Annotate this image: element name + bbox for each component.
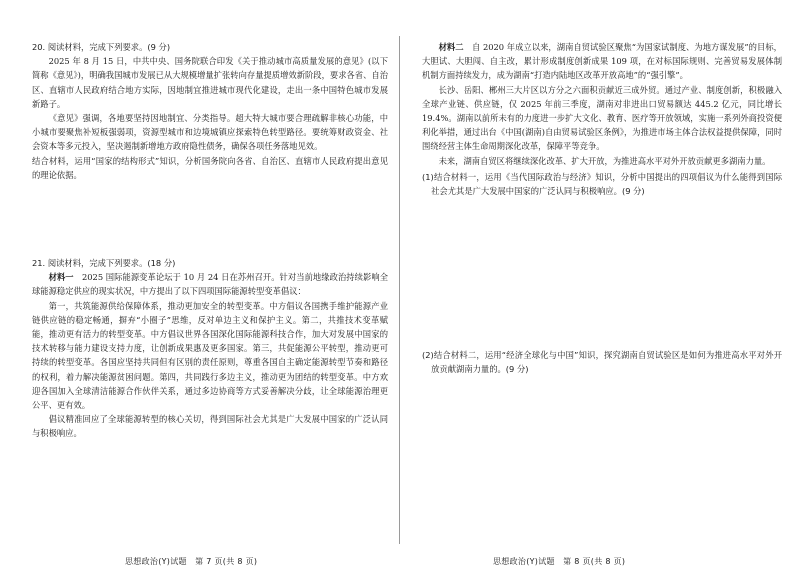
- right-page: [400, 0, 800, 579]
- question-21-title: 21. 阅读材料，完成下列要求。(18 分): [32, 258, 176, 269]
- material-1-intro-text: 2025 国际能源变革论坛于 10 月 24 日在苏州召开。针对当前地缘政治持续影响全球能源稳定供应的现实状况，中方提出了以下四项国际能源转型变革倡议：: [32, 272, 388, 297]
- footer-page-8: 思想政治(Y)试题 第 8 页(共 8 页): [493, 557, 626, 566]
- footer-page-7: 思想政治(Y)试题 第 7 页(共 8 页): [125, 557, 258, 566]
- question-21-part-1: (1)结合材料一，运用《当代国际政治与经济》知识，分析中国提出的四项倡议为什么能得到国际社会尤其是广大发展中国家的广泛认同与积极响应。(9 分): [422, 171, 782, 197]
- q20-paragraph-1: 2025 年 8 月 15 日，中共中央、国务院联合印发《关于推动城市高质量发展的意见》(以下简称《意见》)，明确我国城市发展已从大规模增量扩张转向存量提质增效新阶段，要求各省、自治区、直辖市人民政府结合地方实际，因地制宜推进城市现代化建设，走出一条中国特色城市发展新路子。: [32, 56, 388, 109]
- q21-material-1-body: 第一，共筑能源供给保障体系，推动更加安全的转型变革。中方倡议各国携手维护能源产业链供应链的稳定畅通，摒弃“小圈子”思维，反对单边主义和保护主义。第二，共推技术变革赋能，推动更有活力的转型变革。中方倡议世界各国深化国际能源科技合作，加大对发展中国家的技术转移与能力建设支持力度，让创新成果惠及更多国家。第三，共促能源公平转型，推动更可持续的转型变革。各国应坚持共同但有区别的责任原则，尊重各国自主确定能源转型节奏和路径的权利，着力解决能源贫困问题。第四，共同践行多边主义，推动更为团结的转型变革。中方欢迎各国加入全球清洁能源合作伙伴关系，通过多边协商等方式妥善解决分歧，让全球能源治理更公平、更有效。: [32, 300, 388, 411]
- material-2-paragraph-2: 长沙、岳阳、郴州三大片区以方分之六面积贡献近三成外贸。通过产业、制度创新，积极融入全球产业链、供应链，仅 2025 年前三季度，湖南对非进出口贸易额达 445.2 亿元，同比增长 19.4%。湖南以前所未有的力度进一步扩大文化、教育、医疗等开放领域，实施一系列外商投资便利化举措，通过出台《中国(湖南)自由贸易试验区条例》，为推进市场主体合法权益提供保障，同时围绕经营主体生命周期深化改革，保障平等竞争。: [422, 84, 782, 152]
- q21-material-1-intro: [32, 270, 388, 298]
- material-2-paragraph-3: 未来，湖南自贸区将继续深化改革、扩大开放，为推进高水平对外开放贡献更多湖南力量。: [438, 155, 771, 166]
- material-2-label: 材料二: [438, 42, 464, 52]
- question-21-part-2: (2)结合材料二，运用“经济全球化与中国”知识，探究湖南自贸试验区是如何为推进高水平对外开放贡献湖南力量的。(9 分): [422, 350, 782, 375]
- q20-prompt: 结合材料，运用“国家的结构形式”知识，分析国务院向各省、自治区、直辖市人民政府提出意见的理论依据。: [32, 155, 388, 180]
- material-2-text-1: 自 2020 年成立以来，湖南自贸试验区聚焦“为国家试制度、为地方谋发展”的目标，大胆试、大胆闯、自主改，累计形成制度创新成果 109 项，在对标国际规则、完善贸易发展体制机制方面持续发力，成为湖南“打造内陆地区改革开放高地”的“强引擎”。: [422, 42, 782, 81]
- material-1-label: 材料一: [48, 272, 74, 283]
- q20-paragraph-2: 《意见》强调，各地要坚持因地制宜、分类指导。超大特大城市要合理疏解非核心功能，中小城市要聚焦补短板强弱项，资源型城市和边境城镇应探索特色转型路径。要统筹财政资金、社会资本等多元投入，坚决遏制新增地方政府隐性债务，确保各项任务落地见效。: [32, 113, 388, 152]
- material-2-paragraph-1: [422, 40, 782, 83]
- question-20-title: 20. 阅读材料，完成下列要求。(9 分): [32, 42, 171, 52]
- answer-space-q20: [32, 182, 388, 256]
- q21-material-1-end: 倡议精准回应了全球能源转型的核心关切，得到国际社会尤其是广大发展中国家的广泛认同与积极响应。: [32, 414, 388, 439]
